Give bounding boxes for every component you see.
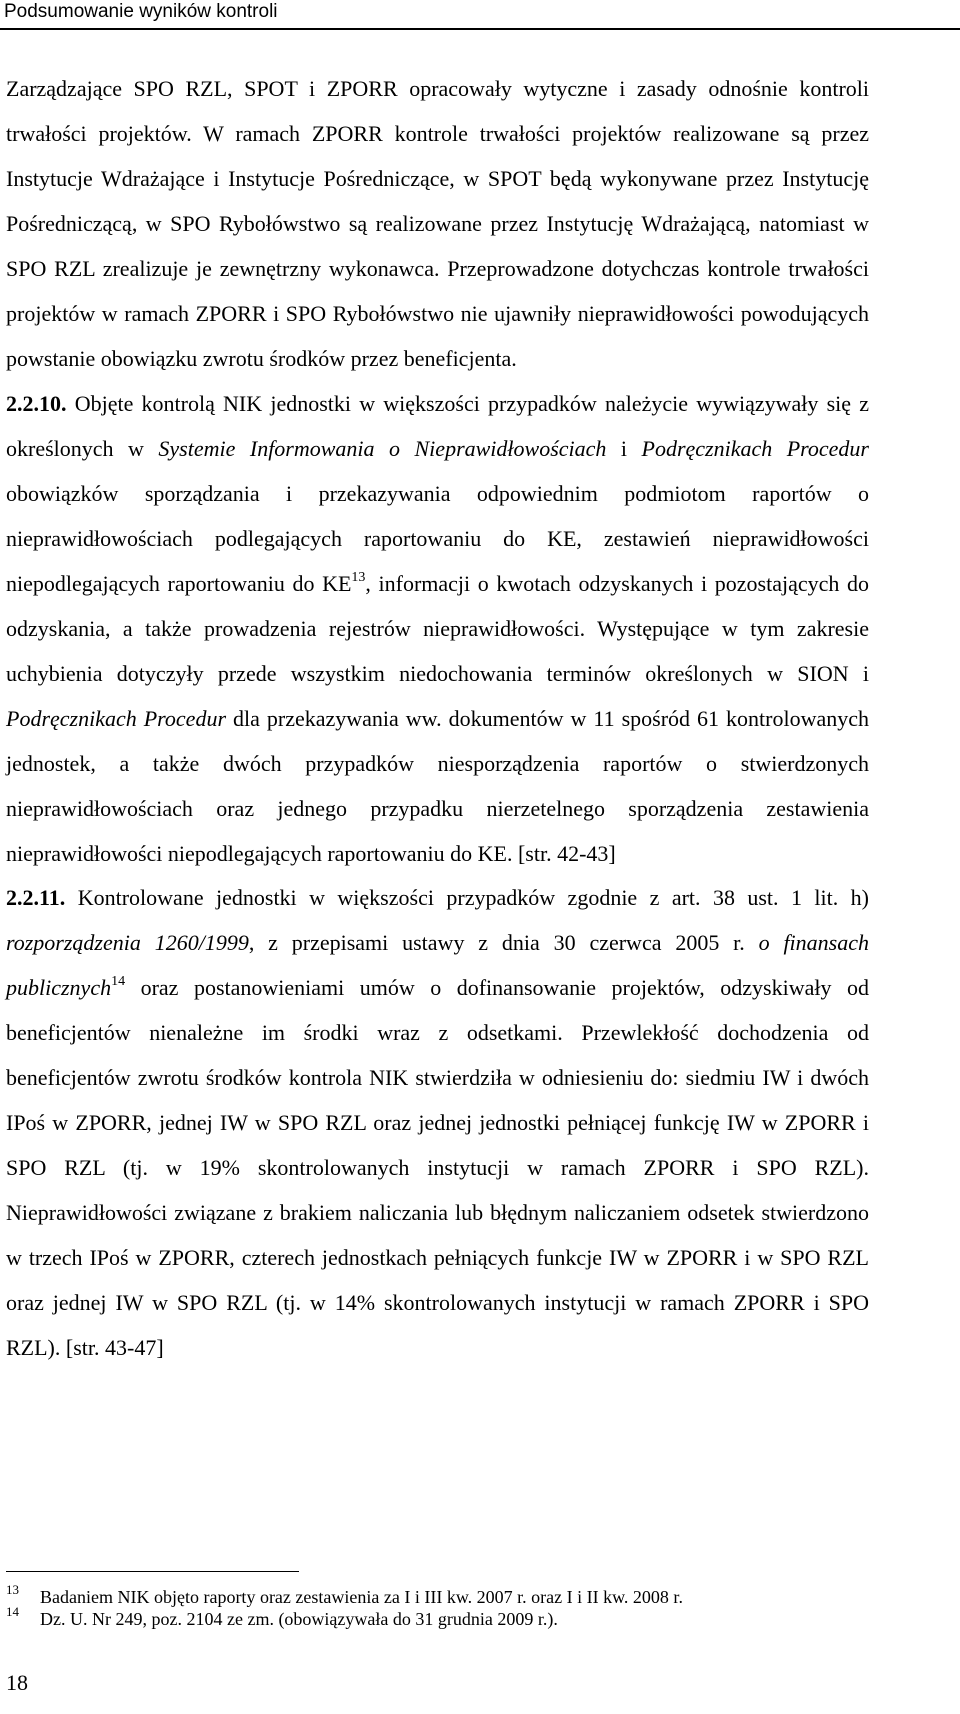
paragraph-trwalosc <box>6 66 869 381</box>
main-body <box>6 66 869 1370</box>
italic-public-finance: o finansach publicznych <box>6 930 869 1000</box>
footnote-13 <box>6 1582 876 1608</box>
footnotes <box>6 1582 876 1630</box>
header-rule <box>0 28 960 30</box>
footnote-14 <box>6 1604 876 1630</box>
italic-regulation: rozporządzenia 1260/1999 <box>6 930 249 955</box>
section-number: 2.2.11. <box>6 885 66 910</box>
paragraph-text: oraz postanowieniami umów o dofinansowanie projektów, odzyskiwały od beneficjentów nienależne im środki wraz z odsetkami. Przewlekłość dochodzenia od beneficjentów zwrotu środków kontrola NIK stwierdziła w odniesieniu do: siedmiu IW i dwóch IPoś w ZPORR, jednej IW w SPO RZL oraz jednej jednostki pełniącej funkcję IW w ZPORR i SPO RZL (tj. w 19% skontrolowanych instytucji w ramach ZPORR i SPO RZL). Nieprawidłowości związane z brakiem naliczania lub błędnym naliczaniem odsetek stwierdzono w trzech IPoś w ZPORR, czterech jednostkach pełniących funkcje IW w ZPORR i w SPO RZL oraz jednej IW w SPO RZL (tj. w 14% skontrolowanych instytucji w ramach ZPORR i SPO RZL). [str. 43-47] <box>6 975 869 1360</box>
footnote-ref-13[interactable]: 13 <box>351 569 366 585</box>
paragraph-text: Kontrolowane jednostki w większości przypadków zgodnie z art. 38 ust. 1 lit. h) <box>65 885 869 910</box>
page-header <box>0 0 960 46</box>
footnote-number: 14 <box>6 1604 19 1619</box>
italic-handbooks: Podręcznikach Procedur <box>6 706 227 731</box>
footnote-number: 13 <box>6 1582 19 1597</box>
footnote-ref-14[interactable]: 14 <box>111 973 126 989</box>
italic-handbooks: Podręcznikach Procedur <box>641 436 869 461</box>
paragraph-text: Objęte kontrolą NIK jednostki w większości przypadków należycie wywiązywały się z określonych w <box>6 391 869 461</box>
italic-system-name: Systemie Informowania o Nieprawidłowościach <box>158 436 607 461</box>
paragraph-text: Zarządzające SPO RZL, SPOT i ZPORR opracowały wytyczne i zasady odnośnie kontroli trwałości projektów. W ramach ZPORR kontrole trwałości projektów realizowane są przez Instytucje Wdrażające i Instytucje Pośredniczące, w SPOT będą wykonywane przez Instytucję Pośredniczącą, w SPO Rybołówstwo są realizowane przez Instytucję Wdrażającą, natomiast w SPO RZL zrealizuje je zewnętrzny wykonawca. Przeprowadzone dotychczas kontrole trwałości projektów w ramach ZPORR i SPO Rybołówstwo nie ujawniły nieprawidłowości powodujących powstanie obowiązku zwrotu środków przez beneficjenta. <box>6 76 869 371</box>
footnote-text: Dz. U. Nr 249, poz. 2104 ze zm. (obowiązywała do 31 grudnia 2009 r.). <box>40 1609 558 1629</box>
paragraph-text: obowiązków sporządzania i przekazywania odpowiednim podmiotom raportów o nieprawidłowościach podlegających raportowaniu do KE, zestawień nieprawidłowości niepodlegających raportowaniu do KE <box>6 481 869 596</box>
footnote-text: Badaniem NIK objęto raporty oraz zestawienia za I i III kw. 2007 r. oraz I i II kw. 2008 r. <box>40 1587 683 1607</box>
paragraph-text: dla przekazywania ww. dokumentów w 11 spośród 61 kontrolowanych jednostek, a także dwóch przypadków niesporządzenia raportów o stwierdzonych nieprawidłowościach oraz jednego przypadku nierzetelnego sporządzenia zestawienia nieprawidłowości niepodlegających raportowaniu do KE. [str. 42-43] <box>6 706 869 866</box>
paragraph-text: i <box>606 436 642 461</box>
footnote-separator <box>6 1571 299 1572</box>
paragraph-text: , z przepisami ustawy z dnia 30 czerwca 2005 r. <box>248 930 759 955</box>
section-number: 2.2.10. <box>6 391 67 416</box>
page-number: 18 <box>6 1670 28 1695</box>
paragraph-2-2-11 <box>6 875 869 1370</box>
paragraph-text: , informacji o kwotach odzyskanych i pozostających do odzyskania, a także prowadzenia rejestrów nieprawidłowości. Występujące w tym zakresie uchybienia dotyczyły przede wszystkim niedochowania terminów określonych w SION i <box>6 571 869 686</box>
paragraph-2-2-10 <box>6 381 869 876</box>
header-title: Podsumowanie wyników kontroli <box>4 1 278 22</box>
